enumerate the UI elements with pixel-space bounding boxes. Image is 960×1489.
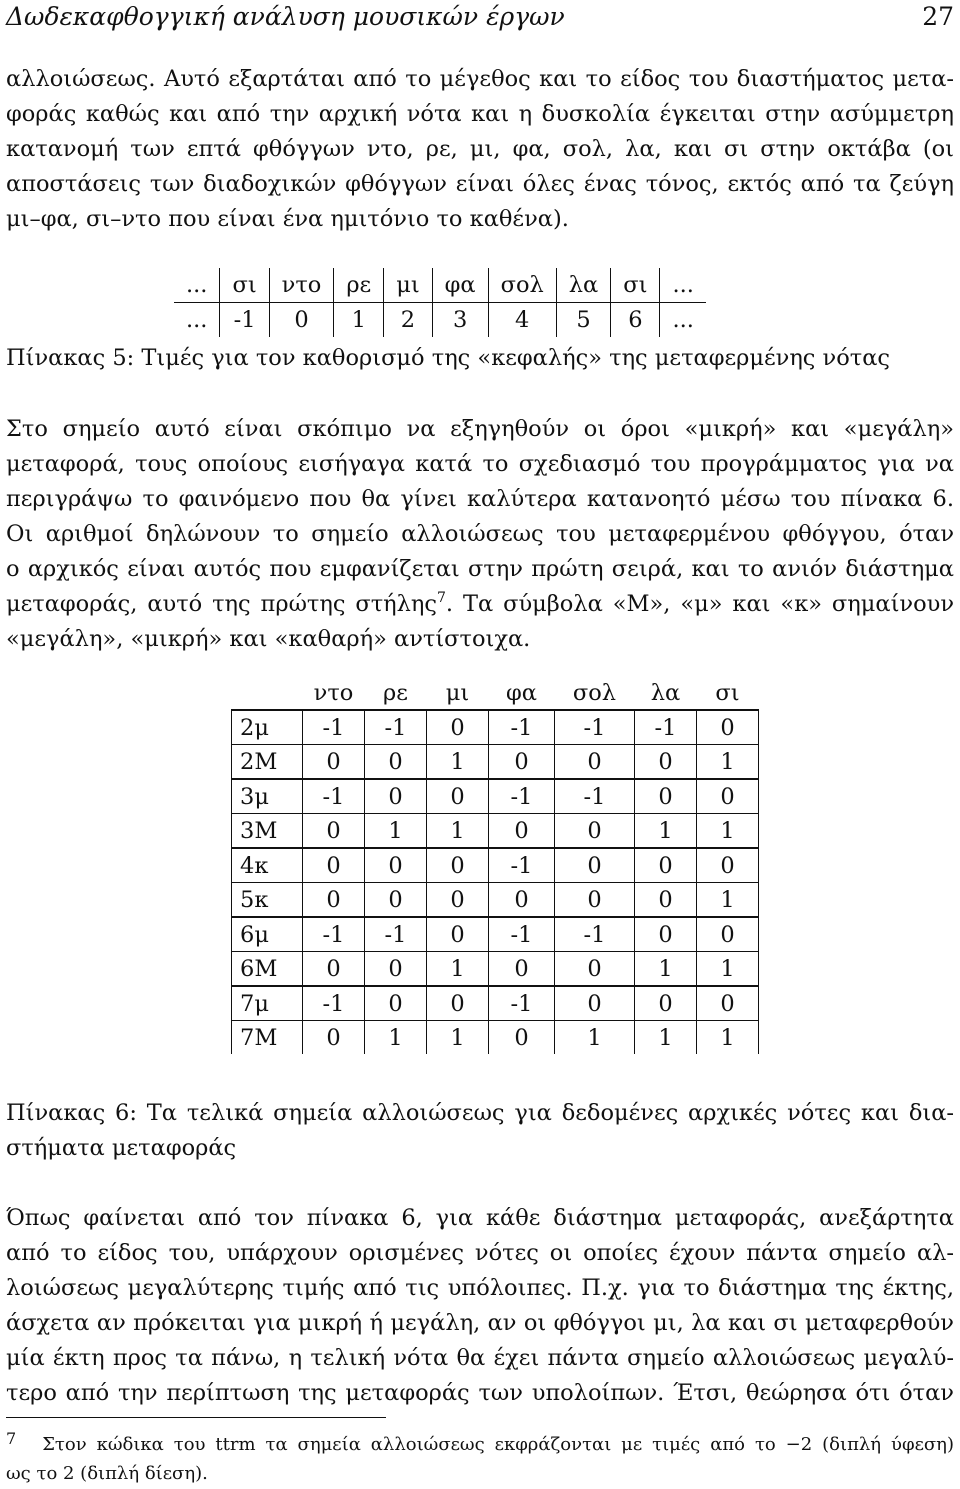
row-label: 7μ: [232, 986, 303, 1021]
table-cell: 0: [427, 917, 489, 952]
table-cell: 0: [635, 745, 697, 780]
table-cell: λα: [556, 268, 610, 303]
table-cell: 0: [365, 986, 427, 1021]
table-row: [232, 710, 759, 745]
table-cell: -1: [365, 710, 427, 745]
table-cell: ...: [660, 303, 706, 338]
table-5-values-row: [174, 303, 706, 338]
table-cell: 0: [365, 952, 427, 987]
table-cell: 1: [635, 814, 697, 849]
table-cell: 1: [334, 303, 384, 338]
table-cell: σολ: [488, 268, 556, 303]
table-row: [232, 745, 759, 780]
table-cell: -1: [303, 986, 365, 1021]
paragraph-3: [6, 1201, 954, 1411]
table-cell: 0: [303, 814, 365, 849]
table-cell: -1: [489, 779, 555, 814]
paragraph-2: [6, 412, 954, 657]
row-label: 2μ: [232, 710, 303, 745]
footnote-mark: 7: [437, 590, 446, 606]
text-line: κατανομή των επτά φθόγγων ντο, ρε, μι, φα, σολ, λα, και σι στην οκτάβα (οι: [6, 136, 954, 162]
table-cell: 0: [303, 883, 365, 918]
table-6: [231, 676, 759, 1054]
table-cell: 0: [555, 883, 635, 918]
table-cell: 0: [427, 848, 489, 883]
table-cell: 0: [365, 745, 427, 780]
table-cell: 1: [697, 745, 759, 780]
table-cell: -1: [555, 779, 635, 814]
table-cell: 0: [697, 917, 759, 952]
text-line: από το είδος του, υπάρχουν ορισμένες νότες οι οποίες έχουν πάντα σημείο αλ-: [6, 1240, 954, 1266]
table-cell: -1: [303, 779, 365, 814]
table-corner: [232, 676, 303, 710]
caption-line: Πίνακας 6: Τα τελικά σημεία αλλοιώσεως για δεδομένες αρχικές νότες και δια-: [6, 1100, 954, 1126]
table-cell: 0: [365, 848, 427, 883]
column-header: λα: [635, 676, 697, 710]
table-cell: 0: [697, 710, 759, 745]
table-cell: 1: [697, 814, 759, 849]
table-cell: 0: [303, 1021, 365, 1055]
row-label: 6μ: [232, 917, 303, 952]
text-line: περιγράψω το φαινόμενο που θα γίνει καλύτερα κατανοητό μέσω του πίνακα 6.: [6, 486, 954, 512]
footnote-number: 7: [6, 1429, 17, 1448]
text-line: μι–φα, σι–ντο που είναι ένα ημιτόνιο το καθένα).: [6, 206, 569, 232]
table-cell: -1: [555, 710, 635, 745]
header-title: Δωδεκαφθογγική ανάλυση μουσικών έργων: [6, 2, 565, 31]
text-line: φοράς καθώς και από την αρχική νότα και η δυσκολία έγκειται στην ασύμμετρη: [6, 101, 954, 127]
running-header: [6, 0, 954, 40]
table-row: [232, 917, 759, 952]
table-cell: 0: [635, 848, 697, 883]
text-line: [6, 587, 954, 622]
table-cell: -1: [489, 848, 555, 883]
table-6-header-row: [232, 676, 759, 710]
table-cell: 0: [489, 952, 555, 987]
table-cell: -1: [220, 303, 269, 338]
table-cell: μι: [384, 268, 432, 303]
column-header: ρε: [365, 676, 427, 710]
table-cell: 2: [384, 303, 432, 338]
row-label: 3μ: [232, 779, 303, 814]
text-line: αποστάσεις των διαδοχικών φθόγγων είναι όλες ένας τόνος, εκτός από τα ζεύγη: [6, 171, 954, 197]
table-cell: 1: [427, 952, 489, 987]
table-cell: -1: [635, 710, 697, 745]
table-5-notes-row: [174, 268, 706, 303]
table-cell: 0: [269, 303, 334, 338]
table-cell: ...: [174, 268, 220, 303]
table-cell: 1: [427, 1021, 489, 1055]
row-label: 6Μ: [232, 952, 303, 987]
table-cell: 1: [697, 883, 759, 918]
table-row: [232, 814, 759, 849]
table-cell: -1: [555, 917, 635, 952]
column-header: μι: [427, 676, 489, 710]
text-line: τερο από την περίπτωση της μεταφοράς των υπολοίπων. Έτσι, θεώρησα ότι όταν: [6, 1380, 954, 1406]
table-cell: 0: [303, 952, 365, 987]
table-cell: σι: [611, 268, 660, 303]
column-header: ντο: [303, 676, 365, 710]
text-line: μία έκτη προς τα πάνω, η τελική νότα θα έχει πάντα σημείο αλλοιώσεως μεγαλύ-: [6, 1345, 954, 1371]
footnote-rule: [6, 1417, 386, 1418]
table-cell: 4: [488, 303, 556, 338]
table-cell: 0: [697, 986, 759, 1021]
caption-line: στήματα μεταφοράς: [6, 1135, 237, 1161]
text-line: μεταφορά, τους οποίους εισήγαγα κατά το σχεδιασμό του προγράμματος για να: [6, 451, 954, 477]
table-cell: 0: [635, 883, 697, 918]
table-row: [232, 1021, 759, 1055]
text-line: «μεγάλη», «μικρή» και «καθαρή» αντίστοιχα.: [6, 626, 531, 652]
table-cell: -1: [365, 917, 427, 952]
table-cell: 5: [556, 303, 610, 338]
table-row: [232, 848, 759, 883]
table-cell: 0: [427, 779, 489, 814]
table-row: [232, 986, 759, 1021]
table-6-body: [232, 710, 759, 1054]
text-line: αλλοιώσεως. Αυτό εξαρτάται από το μέγεθος και το είδος του διαστήματος μετα-: [6, 66, 954, 92]
table-cell: 0: [427, 883, 489, 918]
text-line: Στο σημείο αυτό είναι σκόπιμο να εξηγηθούν οι όροι «μικρή» και «μεγάλη»: [6, 416, 954, 442]
table-cell: ...: [174, 303, 220, 338]
table-cell: 1: [365, 1021, 427, 1055]
table-cell: φα: [432, 268, 488, 303]
table-cell: -1: [489, 710, 555, 745]
table-cell: 0: [303, 745, 365, 780]
column-header: σι: [697, 676, 759, 710]
text-line: Οι αριθμοί δηλώνουν το σημείο αλλοιώσεως του μεταφερμένου φθόγγου, όταν: [6, 521, 954, 547]
footnote-text: Στον κώδικα του ttrm τα σημεία αλλοιώσεως εκφράζονται με τιμές από το −2 (διπλή ύφεση): [42, 1434, 954, 1455]
table-cell: 0: [365, 883, 427, 918]
row-label: 4κ: [232, 848, 303, 883]
table-cell: 1: [555, 1021, 635, 1055]
table-cell: 0: [555, 745, 635, 780]
table-6-caption: [6, 1096, 954, 1166]
table-cell: 0: [555, 986, 635, 1021]
text-line: Όπως φαίνεται από τον πίνακα 6, για κάθε διάστημα μεταφοράς, ανεξάρτητα: [6, 1205, 954, 1231]
table-cell: -1: [303, 710, 365, 745]
column-header: φα: [489, 676, 555, 710]
table-cell: 0: [427, 986, 489, 1021]
table-cell: 0: [555, 952, 635, 987]
table-cell: 0: [427, 710, 489, 745]
column-header: σολ: [555, 676, 635, 710]
table-cell: 1: [427, 745, 489, 780]
text-line: άσχετα αν πρόκειται για μικρή ή μεγάλη, αν οι φθόγγοι μι, λα και σι μεταφερθούν: [6, 1310, 954, 1336]
table-cell: 6: [611, 303, 660, 338]
table-cell: 0: [555, 814, 635, 849]
table-cell: 1: [365, 814, 427, 849]
paragraph-1: [6, 62, 954, 237]
table-5-caption: Πίνακας 5: Τιμές για τον καθορισμό της «κεφαλής» της μεταφερμένης νότας: [6, 345, 891, 371]
table-cell: ρε: [334, 268, 384, 303]
table-cell: 0: [635, 917, 697, 952]
text-line: λοιώσεως μεγαλύτερης τιμής από τις υπόλοιπες. Π.χ. για το διάστημα της έκτης,: [6, 1275, 954, 1301]
table-cell: 0: [697, 779, 759, 814]
text-segment: . Τα σύμβολα «Μ», «μ» και «κ» σημαίνουν: [445, 591, 954, 617]
row-label: 7Μ: [232, 1021, 303, 1055]
row-label: 3Μ: [232, 814, 303, 849]
row-label: 5κ: [232, 883, 303, 918]
table-cell: 0: [489, 1021, 555, 1055]
table-cell: -1: [489, 986, 555, 1021]
table-cell: 0: [303, 848, 365, 883]
table-cell: -1: [489, 917, 555, 952]
table-cell: 3: [432, 303, 488, 338]
table-cell: 0: [555, 848, 635, 883]
row-label: 2Μ: [232, 745, 303, 780]
table-cell: σι: [220, 268, 269, 303]
page-number: 27: [922, 2, 954, 31]
footnote-line: [6, 1430, 954, 1459]
footnote-line: ως το 2 (διπλή δίεση).: [6, 1463, 208, 1484]
footnote: [6, 1430, 954, 1488]
table-cell: 0: [489, 745, 555, 780]
table-cell: 1: [697, 1021, 759, 1055]
text-segment: μεταφοράς, αυτό της πρώτης στήλης: [6, 591, 437, 617]
table-cell: 0: [635, 986, 697, 1021]
text-line: ο αρχικός είναι αυτός που εμφανίζεται στην πρώτη σειρά, και το ανιόν διάστημα: [6, 556, 954, 582]
table-cell: 1: [697, 952, 759, 987]
table-cell: 0: [635, 779, 697, 814]
table-cell: 0: [489, 883, 555, 918]
table-row: [232, 779, 759, 814]
table-cell: ντο: [269, 268, 334, 303]
table-cell: 1: [427, 814, 489, 849]
table-cell: ...: [660, 268, 706, 303]
table-cell: -1: [303, 917, 365, 952]
table-cell: 1: [635, 952, 697, 987]
table-cell: 0: [489, 814, 555, 849]
table-row: [232, 883, 759, 918]
table-row: [232, 952, 759, 987]
table-cell: 0: [697, 848, 759, 883]
table-cell: 0: [365, 779, 427, 814]
table-5: [174, 268, 706, 337]
table-cell: 1: [635, 1021, 697, 1055]
